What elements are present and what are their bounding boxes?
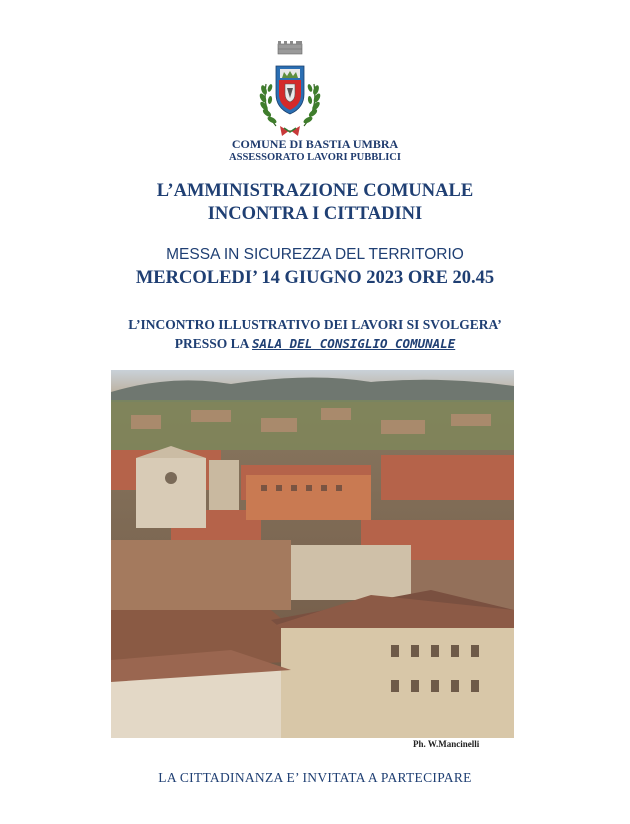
invitation-text: LA CITTADINANZA E’ INVITATA A PARTECIPARE: [158, 770, 472, 785]
event-subject: MESSA IN SICUREZZA DEL TERRITORIO: [166, 246, 464, 263]
venue-line-1: L’INCONTRO ILLUSTRATIVO DEI LAVORI SI SVOLGERA’: [128, 317, 502, 332]
headline-line-2: INCONTRA I CITTADINI: [207, 204, 423, 224]
ribbon-icon: [280, 126, 300, 136]
shield-icon: [276, 66, 304, 114]
comune-name: COMUNE DI BASTIA UMBRA: [231, 137, 399, 151]
crown-icon: [278, 41, 302, 54]
assessorato-name: ASSESSORATO LAVORI PUBBLICI: [229, 152, 401, 163]
venue-line-2: [0, 334, 630, 353]
photo-credit: Ph. W.Mancinelli: [413, 739, 480, 749]
venue-prefix: PRESSO LA: [174, 336, 253, 351]
headline: [0, 180, 630, 226]
coat-of-arms-emblem: [254, 40, 326, 140]
venue-place: SALA DEL CONSIGLIO COMUNALE: [252, 336, 456, 351]
issuer-block: [0, 138, 630, 164]
headline-line-1: L’AMMINISTRAZIONE COMUNALE: [156, 181, 474, 201]
aerial-town-photo: [111, 370, 514, 738]
venue-block: [0, 315, 630, 353]
event-datetime: MERCOLEDI’ 14 GIUGNO 2023 ORE 20.45: [135, 268, 495, 288]
